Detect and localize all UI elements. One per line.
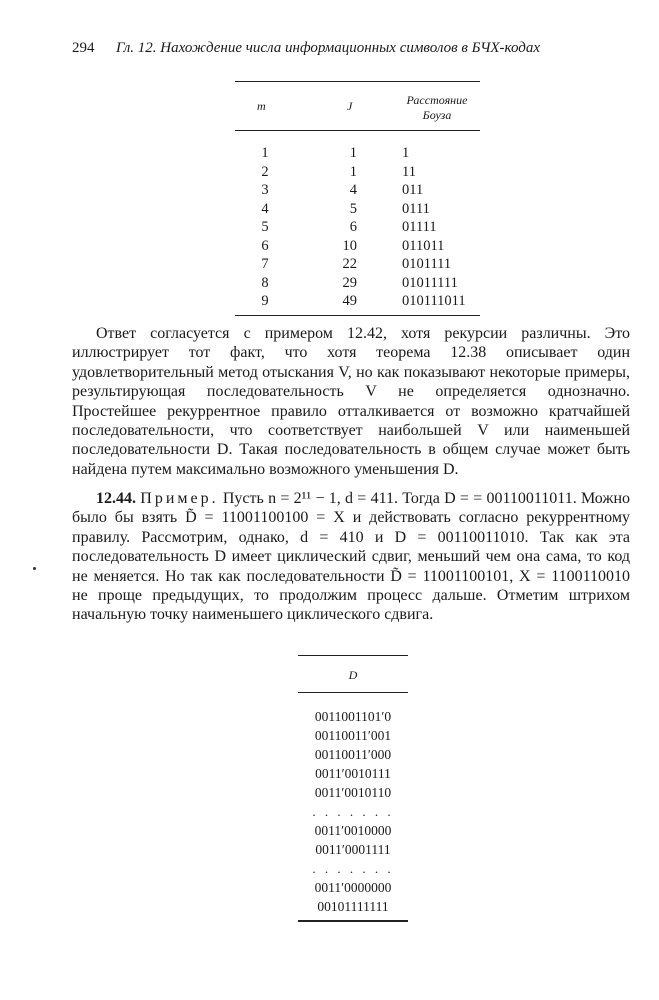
cell-m: 6 bbox=[261, 237, 269, 254]
paragraph-example bbox=[72, 489, 630, 625]
bose-distance-table bbox=[235, 81, 480, 316]
cell-distance: 010111011 bbox=[402, 293, 466, 309]
cell-j: 1 bbox=[349, 145, 357, 161]
cell-m: 4 bbox=[261, 200, 269, 217]
cell-j: 1 bbox=[349, 163, 357, 180]
cell-distance: 0101111 bbox=[402, 256, 452, 272]
table-row bbox=[235, 200, 480, 219]
table-row bbox=[235, 144, 480, 163]
table-row: 0011′0000000 bbox=[314, 880, 392, 895]
paragraph-answer: Ответ согласуется с примером 12.42, хотя рекурсии различны. Это иллюстрирует тот факт, что хотя теорема 12.38 описывает один удовлетворительный метод отыскания V, но как показывают некоторые примеры, результирующая последовательность V не определяется однозначно. Простейшее рекуррентное правило отталкивается от возможно кратчайшей последовательности, что соответствует наибольшей V или наименьшей последовательности D. Такая последовательность в общем случае может быть найдена путем максимально возможного уменьшения D. bbox=[72, 325, 630, 478]
table-body bbox=[298, 693, 408, 920]
cell-distance: 11 bbox=[402, 163, 416, 180]
cell-distance: 1 bbox=[402, 145, 410, 161]
cell-m: 5 bbox=[261, 219, 269, 235]
table-header-d: D bbox=[298, 656, 408, 693]
table-row bbox=[235, 255, 480, 274]
table-row: 0011001101′0 bbox=[314, 709, 392, 724]
cyclic-shift-table bbox=[298, 655, 408, 922]
table-row: . . . . . . . bbox=[312, 804, 394, 819]
cell-j: 6 bbox=[349, 219, 357, 235]
cell-m: 2 bbox=[261, 163, 269, 180]
cell-m: 3 bbox=[261, 182, 269, 198]
cell-distance: 01111 bbox=[402, 219, 437, 235]
column-distance: Расстояние Боуза bbox=[406, 93, 468, 122]
chapter-title: Гл. 12. Нахождение числа информационных символов в БЧХ-кодах bbox=[116, 40, 541, 56]
table-row: . . . . . . . bbox=[312, 861, 394, 876]
cell-j: 29 bbox=[342, 274, 357, 291]
cell-distance: 0111 bbox=[402, 200, 430, 217]
table-row: 0011′0010000 bbox=[314, 823, 392, 838]
table-row: 00110011′000 bbox=[314, 747, 392, 762]
table-row bbox=[235, 274, 480, 293]
table-row: 0011′0010111 bbox=[315, 766, 391, 781]
example-number: 12.44. bbox=[96, 490, 136, 507]
cell-m: 7 bbox=[261, 256, 269, 272]
cell-m: 8 bbox=[261, 274, 269, 291]
cell-m: 1 bbox=[261, 145, 269, 161]
table-row: 0011′0010110 bbox=[314, 785, 392, 800]
column-j: J bbox=[347, 99, 353, 113]
table-body bbox=[235, 131, 480, 315]
margin-dot bbox=[33, 567, 36, 570]
cell-j: 49 bbox=[342, 293, 357, 309]
cell-distance: 011011 bbox=[402, 237, 445, 254]
table-row bbox=[235, 292, 480, 311]
table-row bbox=[235, 218, 480, 237]
table-row bbox=[235, 163, 480, 182]
cell-j: 22 bbox=[342, 256, 357, 272]
table-row: 0011′0001111 bbox=[315, 842, 391, 857]
table-row: 00110011′001 bbox=[314, 728, 392, 743]
cell-j: 4 bbox=[349, 182, 357, 198]
table-row bbox=[235, 237, 480, 256]
page-number: 294 bbox=[72, 40, 95, 56]
cell-j: 10 bbox=[342, 237, 357, 254]
example-text: Пусть n = 2¹¹ − 1, d = 411. Тогда D = = 00110011011. Можно было бы взять D̃ = 11001100100 = X и действовать согласно рекуррентному правилу. Рассмотрим, однако, d = 410 и D = 00110011010. Так как эта последовательность D имеет циклический сдвиг, меньший чем она сама, то код не меняется. Но так как последовательности D̃ = 11001100101, X = 1100110010 не проще предыдущих, то продолжим процесс дальше. Отметим штрихом начальную точку наименьшего циклического сдвига. bbox=[72, 490, 630, 624]
cell-distance: 011 bbox=[402, 182, 424, 198]
table-row: 00101111111 bbox=[317, 899, 389, 914]
cell-m: 9 bbox=[261, 293, 269, 309]
table-header bbox=[235, 82, 480, 131]
cell-j: 5 bbox=[349, 200, 357, 217]
example-label: Пример. bbox=[140, 490, 219, 507]
table-row bbox=[235, 181, 480, 200]
running-header bbox=[72, 40, 592, 57]
column-m: m bbox=[257, 99, 266, 113]
cell-distance: 01011111 bbox=[402, 274, 458, 291]
